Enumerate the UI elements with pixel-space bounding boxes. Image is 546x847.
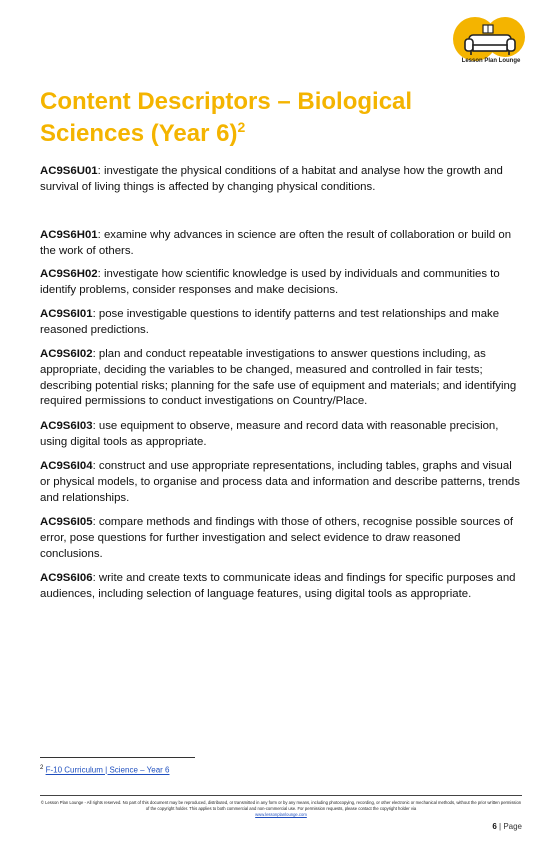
descriptor-item <box>40 228 522 260</box>
title-footnote-ref: 2 <box>237 119 246 135</box>
page-separator: | <box>499 822 502 831</box>
footnote-link[interactable]: F-10 Curriculum | Science – Year 6 <box>45 765 170 775</box>
descriptor-item <box>40 164 522 196</box>
footnote-divider <box>40 757 195 758</box>
footnote-number: 2 <box>40 765 44 771</box>
descriptor-code: AC9S6I02 <box>40 348 93 360</box>
descriptor-code: AC9S6I05 <box>40 516 93 528</box>
descriptor-item <box>40 515 522 562</box>
descriptor-item <box>40 571 522 603</box>
page-number <box>492 822 522 831</box>
descriptor-code: AC9S6H01 <box>40 229 98 241</box>
descriptor-item <box>40 347 522 410</box>
descriptor-code: AC9S6I04 <box>40 460 93 472</box>
page-title <box>40 86 510 150</box>
descriptor-text: : examine why advances in science are often the result of collaboration or build on the work of others. <box>40 229 512 257</box>
descriptor-text: : write and create texts to communicate ideas and findings for specific purposes and audiences, including selection of language features, using digital tools as appropriate. <box>40 572 516 600</box>
descriptor-item <box>40 267 522 299</box>
descriptor-text: : plan and conduct repeatable investigations to answer questions including, as appropriate, deciding the variables to be changed, measured and controlled in fair tests; describing potential risks; planning for the safe use of equipment and materials; and identifying required permissions to conduct investigations on Country/Place. <box>40 348 517 408</box>
descriptor-code: AC9S6H02 <box>40 268 98 280</box>
descriptor-text: : compare methods and findings with those of others, recognise possible sources of error, pose questions for further investigation and select evidence to draw reasoned conclusions. <box>40 516 513 560</box>
descriptor-code: AC9S6I06 <box>40 572 93 584</box>
descriptor-code: AC9S6U01 <box>40 165 98 177</box>
page-word: Page <box>503 822 522 831</box>
descriptor-text: : use equipment to observe, measure and record data with reasonable precision, using digital tools as appropriate. <box>40 420 499 448</box>
website-link[interactable]: www.lessonplanlounge.com <box>255 812 307 817</box>
copyright-text: © Lesson Plan Lounge - All rights reserved. No part of this document may be reproduced, distributed, or transmitted in any form or by any means, including photocopying, recording, or other electronic or mechanical methods, without the prior written permission of the copyright holder. This applies to both commercial and non-commercial use. For permission requests, please contact the copyright holder via <box>40 800 522 811</box>
descriptor-text: : pose investigable questions to identify patterns and test relationships and make reasoned predictions. <box>40 308 500 336</box>
descriptor-code: AC9S6I01 <box>40 308 93 320</box>
page-number-value: 6 <box>492 822 497 831</box>
page-title-text: Content Descriptors – Biological Sciences (Year 6) <box>40 88 413 147</box>
descriptor-text: : construct and use appropriate representations, including tables, graphs and visual or physical models, to organise and process data and information and describe patterns, trends and relationships. <box>40 460 520 504</box>
copyright-notice <box>40 800 522 818</box>
descriptor-text: : investigate how scientific knowledge is used by individuals and communities to identify problems, consider responses and make decisions. <box>40 268 500 296</box>
descriptor-item <box>40 419 522 451</box>
logo-brand-name: Lesson Plan Lounge <box>461 58 521 64</box>
descriptor-code: AC9S6I03 <box>40 420 93 432</box>
descriptor-item <box>40 459 522 506</box>
footer-divider <box>40 795 522 796</box>
descriptor-item <box>40 307 522 339</box>
footnote <box>40 765 170 775</box>
descriptor-text: : investigate the physical conditions of a habitat and analyse how the growth and survival of living things is affected by changing physical conditions. <box>40 165 503 193</box>
